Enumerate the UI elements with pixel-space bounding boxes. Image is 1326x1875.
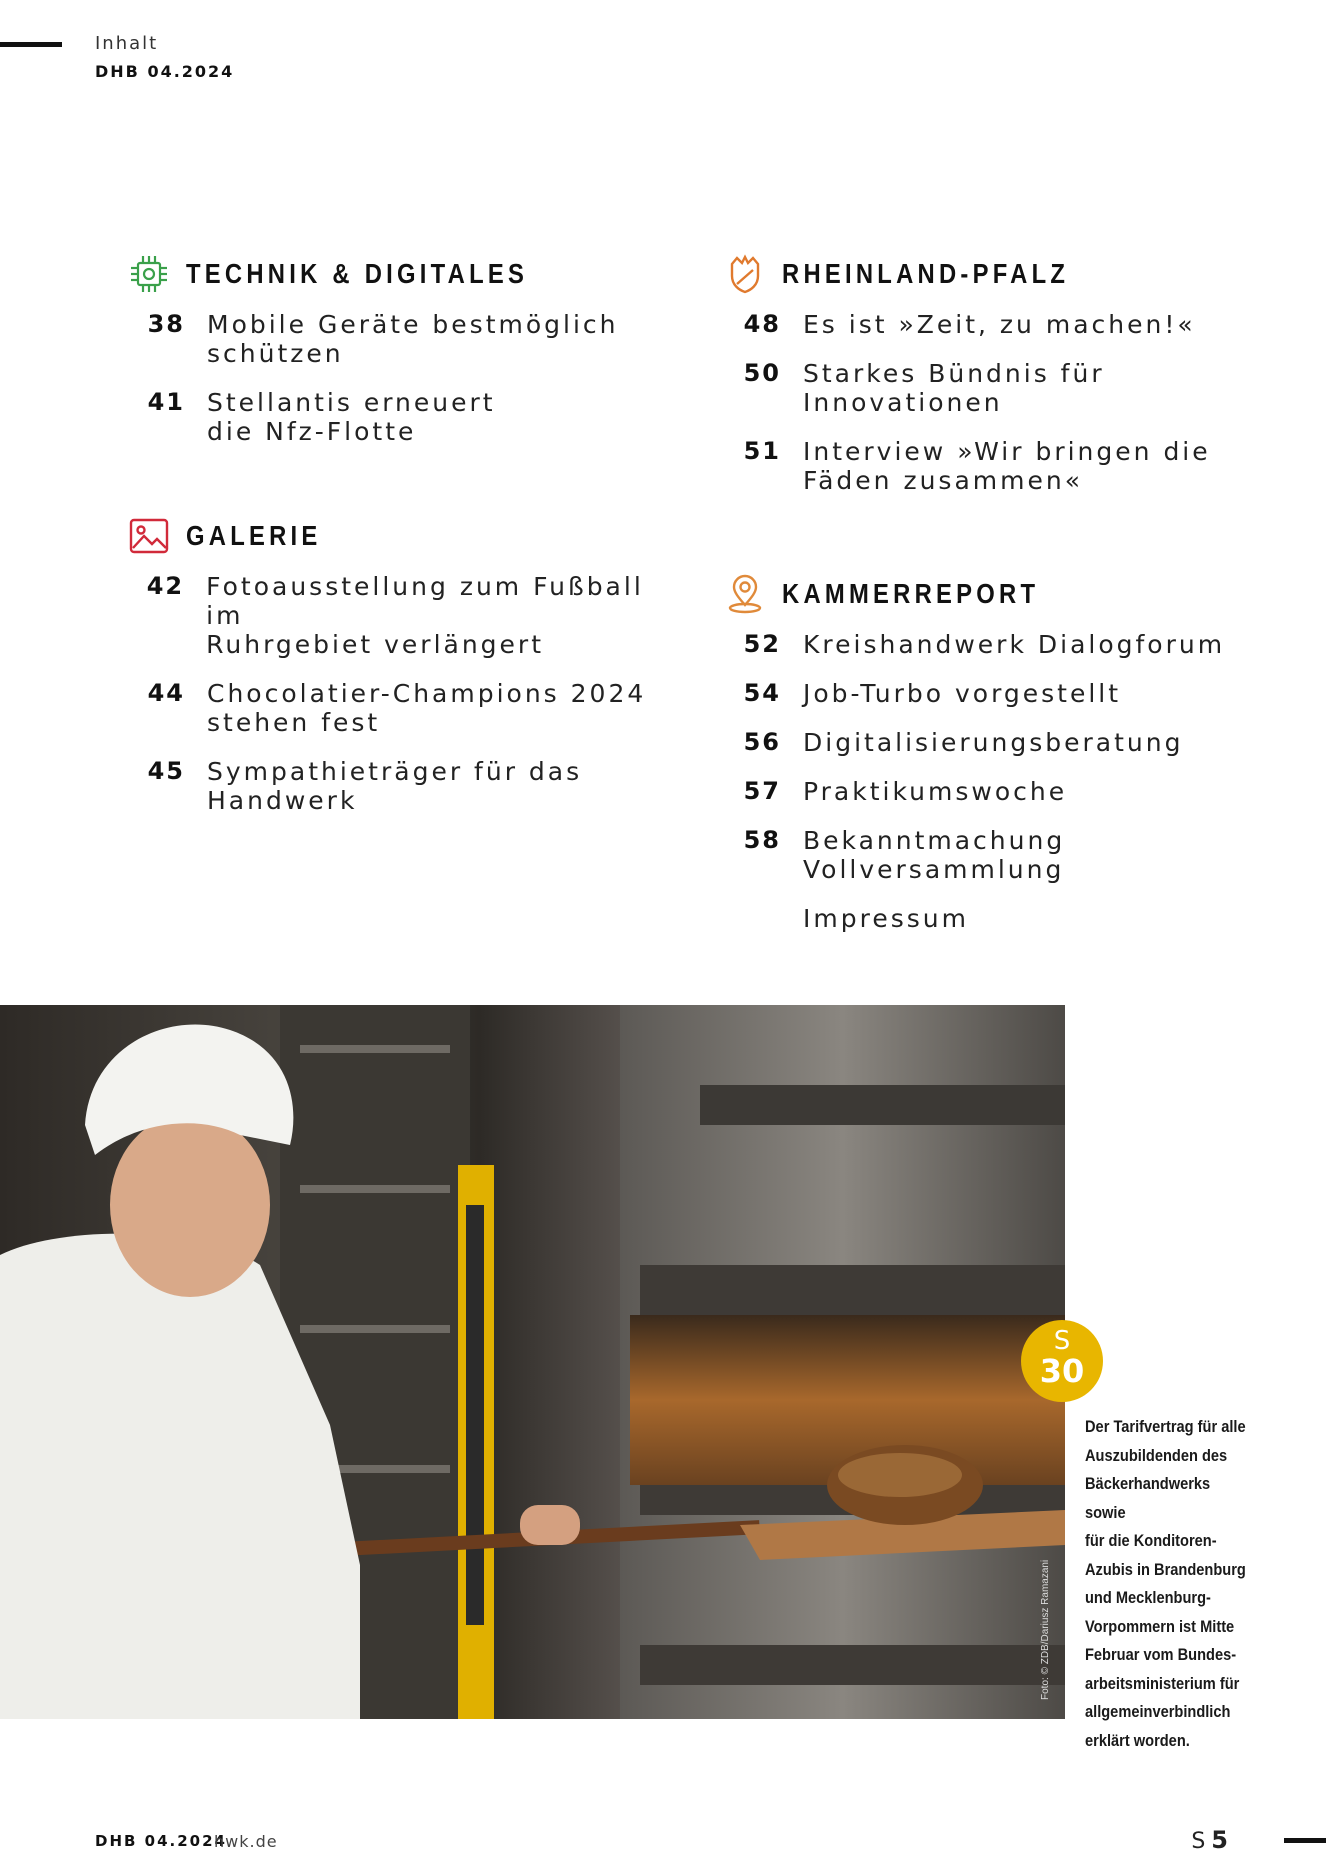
toc-entry[interactable] — [721, 777, 1281, 806]
page-badge[interactable] — [1021, 1320, 1103, 1402]
toc-entry[interactable] — [125, 572, 685, 659]
page-number: 38 — [147, 310, 185, 338]
page-prefix: S — [1191, 1829, 1206, 1854]
entry-title: Fotoausstellung zum Fußball im Ruhrgebiet verlängert — [206, 572, 644, 659]
toc-entry[interactable] — [721, 437, 1281, 495]
page-number: 58 — [743, 826, 781, 854]
gallery-icon — [125, 512, 173, 560]
toc-entry[interactable] — [721, 359, 1281, 417]
toc-entry[interactable] — [721, 728, 1281, 757]
section-galerie — [125, 512, 685, 835]
section-title: GALERIE — [186, 520, 322, 551]
footer-page-number — [1191, 1826, 1228, 1854]
footer-issue: DHB 04.2024 — [95, 1832, 227, 1850]
page-number: 48 — [743, 310, 781, 338]
entry-title: Mobile Geräte bestmöglich schützen — [207, 310, 619, 368]
toc-entry[interactable] — [125, 388, 685, 446]
toc-entry[interactable] — [125, 679, 685, 737]
section-kammerreport — [721, 570, 1281, 953]
page-number — [721, 904, 781, 933]
toc-entry[interactable] — [721, 826, 1281, 884]
feature-caption: Der Tarifvertrag für alle Auszubildenden des Bäckerhandwerks sowie für die Konditoren- Azubis in Brandenburg und Mecklenburg- Vorpommern ist Mitte Februar vom Bundes- arbeitsministerium für allgemeinverbindlich erklärt worden. — [1085, 1417, 1246, 1750]
header-rule — [0, 42, 62, 47]
entry-title: Stellantis erneuert die Nfz-Flotte — [207, 388, 496, 446]
page-number: 45 — [147, 757, 185, 785]
page-number: 42 — [146, 572, 185, 600]
page-number: 56 — [743, 728, 781, 756]
entry-title: Impressum — [803, 904, 969, 933]
entry-title: Praktikumswoche — [803, 777, 1068, 806]
toc-entry[interactable] — [721, 679, 1281, 708]
toc-entry[interactable] — [721, 310, 1281, 339]
page-number: 44 — [147, 679, 185, 707]
entry-title: Job-Turbo vorgestellt — [803, 679, 1122, 708]
footer-url[interactable]: hwk.de — [214, 1832, 278, 1851]
entry-title: Digitalisierungsberatung — [803, 728, 1184, 757]
entry-title: Es ist »Zeit, zu machen!« — [803, 310, 1196, 339]
toc-entry[interactable] — [125, 757, 685, 815]
page-number: 52 — [743, 630, 781, 658]
entry-title: Sympathieträger für das Handwerk — [207, 757, 583, 815]
entry-title: Chocolatier-Champions 2024 stehen fest — [207, 679, 647, 737]
feature-photo[interactable] — [0, 1005, 1065, 1719]
badge-page: 30 — [1039, 1352, 1085, 1390]
page-number: 41 — [147, 388, 185, 416]
page-number: 50 — [743, 359, 781, 387]
entry-title: Interview »Wir bringen die Fäden zusammen« — [803, 437, 1211, 495]
footer-rule — [1284, 1838, 1326, 1843]
issue-label: DHB 04.2024 — [95, 62, 235, 81]
section-technik — [125, 250, 685, 466]
page-number: 57 — [743, 777, 781, 805]
page-number: 51 — [743, 437, 781, 465]
entry-title: Bekanntmachung Vollversammlung — [803, 826, 1066, 884]
crest-icon — [721, 250, 769, 298]
section-label: Inhalt — [95, 33, 159, 54]
entry-title: Starkes Bündnis für Innovationen — [803, 359, 1105, 417]
page-number: 5 — [1211, 1826, 1228, 1854]
photo-credit: Foto: © ZDB/Dariusz Ramazani — [1040, 1559, 1051, 1700]
badge-prefix: S — [1053, 1326, 1071, 1356]
section-rheinland-pfalz — [721, 250, 1281, 515]
section-title: KAMMERREPORT — [782, 578, 1040, 609]
section-title: TECHNIK & DIGITALES — [186, 258, 529, 289]
toc-entry[interactable] — [125, 310, 685, 368]
location-pin-icon — [721, 570, 769, 618]
toc-entry[interactable] — [721, 904, 1281, 933]
chip-icon — [125, 250, 173, 298]
entry-title: Kreishandwerk Dialogforum — [803, 630, 1226, 659]
section-title: RHEINLAND-PFALZ — [782, 258, 1070, 289]
toc-entry[interactable] — [721, 630, 1281, 659]
page-number: 54 — [743, 679, 781, 707]
